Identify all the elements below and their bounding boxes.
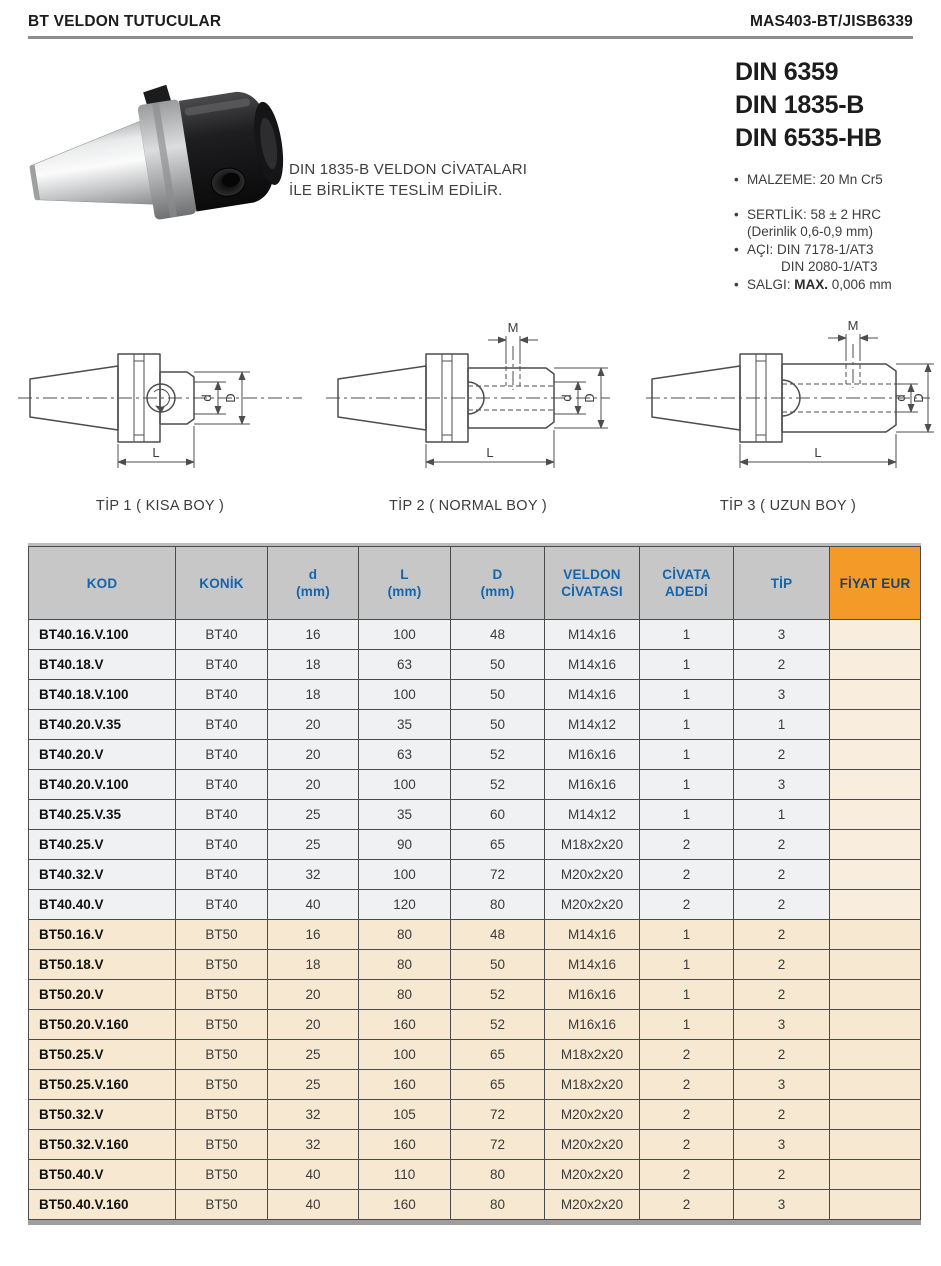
bullet-icon: •: [734, 276, 739, 292]
cell: 1: [640, 1010, 734, 1040]
cell: 1: [640, 740, 734, 770]
cell: 3: [734, 620, 830, 650]
cell-kod: BT50.16.V: [29, 920, 176, 950]
tip3-drawing: [638, 310, 938, 485]
cell: [830, 1070, 921, 1100]
din-standard-3: DIN 6535-HB: [735, 124, 882, 152]
cell: [830, 650, 921, 680]
cell-kod: BT50.32.V: [29, 1100, 176, 1130]
cell-kod: BT40.32.V: [29, 860, 176, 890]
table-row: [29, 770, 921, 800]
table-header-row: [29, 547, 921, 620]
cell: 1: [640, 800, 734, 830]
cell: 1: [640, 980, 734, 1010]
cell: 2: [640, 1160, 734, 1190]
cell: [830, 620, 921, 650]
cell: 72: [451, 1100, 545, 1130]
cell: 1: [734, 710, 830, 740]
table-row: [29, 890, 921, 920]
cell: M18x2x20: [545, 1070, 640, 1100]
cell: [830, 1040, 921, 1070]
cell: 80: [359, 920, 451, 950]
cell: [830, 680, 921, 710]
cell: 2: [734, 1160, 830, 1190]
cell: 32: [268, 860, 359, 890]
cell: 2: [734, 1100, 830, 1130]
cell: 2: [734, 980, 830, 1010]
column-header-3: L (mm): [359, 547, 451, 620]
cell: BT40: [176, 890, 268, 920]
cell: 50: [451, 950, 545, 980]
cell: 1: [640, 650, 734, 680]
svg-text:L: L: [814, 445, 822, 460]
cell: 2: [640, 860, 734, 890]
cell: 52: [451, 1010, 545, 1040]
table-row: [29, 950, 921, 980]
bullet-icon: •: [734, 206, 739, 222]
cell: 35: [359, 710, 451, 740]
cell-kod: BT40.20.V.35: [29, 710, 176, 740]
cell-kod: BT40.25.V: [29, 830, 176, 860]
cell: 3: [734, 1010, 830, 1040]
tip3-caption: TİP 3 ( UZUN BOY ): [719, 498, 857, 514]
technical-drawing-tip1: [10, 310, 310, 514]
cell-kod: BT50.25.V: [29, 1040, 176, 1070]
cell: 110: [359, 1160, 451, 1190]
table-row: [29, 800, 921, 830]
cell-kod: BT50.32.V.160: [29, 1130, 176, 1160]
cell: BT40: [176, 830, 268, 860]
cell: 63: [359, 650, 451, 680]
cell: 80: [451, 1190, 545, 1220]
svg-text:d: d: [199, 394, 214, 402]
cell: 40: [268, 1160, 359, 1190]
cell: [830, 1010, 921, 1040]
cell: 90: [359, 830, 451, 860]
cell: 20: [268, 710, 359, 740]
cell: M18x2x20: [545, 1040, 640, 1070]
column-header-7: TİP: [734, 547, 830, 620]
cell: BT40: [176, 740, 268, 770]
cell: 1: [640, 950, 734, 980]
tip1-caption: TİP 1 ( KISA BOY ): [95, 498, 225, 514]
cell: 1: [640, 920, 734, 950]
table-row: [29, 620, 921, 650]
cell: BT50: [176, 980, 268, 1010]
cell: [830, 1130, 921, 1160]
cell: [830, 770, 921, 800]
cell: 40: [268, 1190, 359, 1220]
cell: 1: [640, 680, 734, 710]
product-table-wrap: [28, 543, 921, 1225]
cell: BT50: [176, 920, 268, 950]
cell: 2: [734, 890, 830, 920]
cell: 105: [359, 1100, 451, 1130]
cell: M20x2x20: [545, 890, 640, 920]
cell: 3: [734, 680, 830, 710]
cell: M18x2x20: [545, 830, 640, 860]
cell: 2: [640, 830, 734, 860]
cell: 52: [451, 770, 545, 800]
technical-drawing-tip2: [318, 310, 618, 514]
cell: 18: [268, 950, 359, 980]
cell: [830, 1100, 921, 1130]
column-header-5: VELDON CİVATASI: [545, 547, 640, 620]
cell: 20: [268, 980, 359, 1010]
svg-text:M: M: [847, 318, 859, 333]
table-row: [29, 1100, 921, 1130]
header-rule: [28, 36, 913, 39]
cell-kod: BT50.40.V.160: [29, 1190, 176, 1220]
cell: BT40: [176, 620, 268, 650]
column-header-4: D (mm): [451, 547, 545, 620]
cell-kod: BT40.18.V: [29, 650, 176, 680]
cell: 35: [359, 800, 451, 830]
cell-kod: BT40.18.V.100: [29, 680, 176, 710]
spec-sertlik: • SERTLİK: 58 ± 2 HRC: [734, 206, 881, 222]
cell: 2: [640, 1100, 734, 1130]
cell: BT50: [176, 1070, 268, 1100]
cell: 160: [359, 1130, 451, 1160]
cell-kod: BT40.20.V: [29, 740, 176, 770]
cell: 52: [451, 980, 545, 1010]
cell: M16x16: [545, 740, 640, 770]
product-photo: [28, 62, 300, 260]
cell: 1: [640, 620, 734, 650]
cell: 2: [640, 890, 734, 920]
din-standards: [735, 56, 882, 155]
svg-text:D: D: [582, 393, 597, 403]
cell: 16: [268, 920, 359, 950]
cell: 25: [268, 800, 359, 830]
cell: M20x2x20: [545, 1100, 640, 1130]
cell: 25: [268, 830, 359, 860]
cell: [830, 830, 921, 860]
din-standard-2: DIN 1835-B: [735, 91, 864, 119]
cell: 100: [359, 1040, 451, 1070]
cell: 2: [640, 1070, 734, 1100]
cell: BT50: [176, 1130, 268, 1160]
table-row: [29, 980, 921, 1010]
cell: BT40: [176, 800, 268, 830]
cell: 2: [734, 860, 830, 890]
svg-text:D: D: [223, 393, 238, 403]
table-row: [29, 1040, 921, 1070]
table-row: [29, 1010, 921, 1040]
bullet-icon: •: [734, 241, 739, 257]
cell: 72: [451, 860, 545, 890]
cell: 32: [268, 1100, 359, 1130]
cell: BT50: [176, 1010, 268, 1040]
cell: 2: [734, 920, 830, 950]
cell: 2: [640, 1040, 734, 1070]
cell: M20x2x20: [545, 1190, 640, 1220]
cell: M16x16: [545, 770, 640, 800]
column-header-6: CİVATA ADEDİ: [640, 547, 734, 620]
cell: 2: [734, 1040, 830, 1070]
cell: M14x16: [545, 650, 640, 680]
technical-drawing-tip3: [638, 310, 938, 514]
table-row: [29, 650, 921, 680]
table-row: [29, 920, 921, 950]
svg-text:d: d: [559, 394, 574, 402]
cell-kod: BT50.20.V: [29, 980, 176, 1010]
page-title: BT VELDON TUTUCULAR: [28, 13, 222, 30]
cell: 25: [268, 1070, 359, 1100]
cell: 100: [359, 620, 451, 650]
cell: 160: [359, 1010, 451, 1040]
svg-text:L: L: [486, 445, 494, 460]
column-header-8: FİYAT EUR: [830, 547, 921, 620]
delivery-note-line1: DIN 1835-B VELDON CİVATALARI: [289, 161, 528, 178]
cell: [830, 1190, 921, 1220]
cell: 3: [734, 1130, 830, 1160]
cell: BT40: [176, 650, 268, 680]
table-row: [29, 1160, 921, 1190]
cell: [830, 710, 921, 740]
cell: M14x16: [545, 920, 640, 950]
cell: BT40: [176, 680, 268, 710]
delivery-note: [289, 159, 527, 201]
cell: BT50: [176, 1190, 268, 1220]
cell: BT50: [176, 1100, 268, 1130]
cell: 3: [734, 1190, 830, 1220]
table-row: [29, 680, 921, 710]
cell: BT40: [176, 770, 268, 800]
spec-aci-detail: DIN 2080-1/AT3: [781, 259, 878, 274]
svg-text:M: M: [507, 320, 519, 335]
spec-salgi: • SALGI: MAX. 0,006 mm: [734, 276, 892, 292]
cell: [830, 980, 921, 1010]
cell: 100: [359, 680, 451, 710]
cell: M14x16: [545, 680, 640, 710]
cell: BT40: [176, 710, 268, 740]
cell: 2: [640, 1190, 734, 1220]
tool-holder-photo: [28, 62, 300, 260]
cell: 48: [451, 620, 545, 650]
cell-kod: BT50.25.V.160: [29, 1070, 176, 1100]
column-header-0: KOD: [29, 547, 176, 620]
cell: 72: [451, 1130, 545, 1160]
tip2-drawing: [318, 310, 618, 485]
cell: 50: [451, 680, 545, 710]
cell: 16: [268, 620, 359, 650]
cell: 3: [734, 770, 830, 800]
cell: 18: [268, 680, 359, 710]
cell: [830, 860, 921, 890]
cell: 18: [268, 650, 359, 680]
cell: BT50: [176, 1040, 268, 1070]
cell: [830, 950, 921, 980]
page-standard: MAS403-BT/JISB6339: [750, 13, 913, 30]
spec-sertlik-detail: (Derinlik 0,6-0,9 mm): [747, 224, 874, 239]
cell: M20x2x20: [545, 1160, 640, 1190]
cell-kod: BT50.20.V.160: [29, 1010, 176, 1040]
cell: 100: [359, 860, 451, 890]
cell-kod: BT40.20.V.100: [29, 770, 176, 800]
cell-kod: BT40.16.V.100: [29, 620, 176, 650]
table-row: [29, 1070, 921, 1100]
cell: 63: [359, 740, 451, 770]
cell: M20x2x20: [545, 1130, 640, 1160]
table-row: [29, 830, 921, 860]
cell-kod: BT50.40.V: [29, 1160, 176, 1190]
cell: 1: [734, 800, 830, 830]
cell: 65: [451, 830, 545, 860]
cell: 120: [359, 890, 451, 920]
cell: 80: [451, 890, 545, 920]
tip1-drawing: [10, 310, 310, 485]
delivery-note-line2: İLE BİRLİKTE TESLİM EDİLİR.: [289, 182, 503, 199]
cell: [830, 920, 921, 950]
cell: 2: [734, 740, 830, 770]
cell: 20: [268, 770, 359, 800]
cell: M14x12: [545, 710, 640, 740]
spec-malzeme: • MALZEME: 20 Mn Cr5: [734, 172, 883, 187]
cell: M16x16: [545, 1010, 640, 1040]
cell: 100: [359, 770, 451, 800]
cell: [830, 800, 921, 830]
table-row: [29, 1130, 921, 1160]
table-row: [29, 740, 921, 770]
product-table: [28, 546, 921, 1220]
cell: 2: [734, 650, 830, 680]
cell: 60: [451, 800, 545, 830]
tip2-caption: TİP 2 ( NORMAL BOY ): [388, 498, 548, 514]
cell-kod: BT40.25.V.35: [29, 800, 176, 830]
cell: 2: [734, 950, 830, 980]
cell: 65: [451, 1070, 545, 1100]
table-row: [29, 1190, 921, 1220]
cell: BT50: [176, 950, 268, 980]
cell: [830, 1160, 921, 1190]
svg-text:L: L: [152, 445, 160, 460]
cell: 48: [451, 920, 545, 950]
spec-list: [734, 171, 937, 293]
cell: M20x2x20: [545, 860, 640, 890]
cell: 20: [268, 1010, 359, 1040]
column-header-1: KONİK: [176, 547, 268, 620]
table-row: [29, 860, 921, 890]
column-header-2: d (mm): [268, 547, 359, 620]
cell-kod: BT40.40.V: [29, 890, 176, 920]
cell: 50: [451, 650, 545, 680]
cell: 32: [268, 1130, 359, 1160]
cell: 65: [451, 1040, 545, 1070]
svg-text:d: d: [893, 394, 908, 402]
cell: 52: [451, 740, 545, 770]
cell: 40: [268, 890, 359, 920]
din-standard-1: DIN 6359: [735, 58, 839, 86]
cell: M14x16: [545, 620, 640, 650]
cell: BT40: [176, 860, 268, 890]
cell: 3: [734, 1070, 830, 1100]
cell: [830, 890, 921, 920]
cell: 25: [268, 1040, 359, 1070]
cell: M14x12: [545, 800, 640, 830]
cell: 1: [640, 710, 734, 740]
cell: 80: [451, 1160, 545, 1190]
cell: 160: [359, 1190, 451, 1220]
cell-kod: BT50.18.V: [29, 950, 176, 980]
cell: M14x16: [545, 950, 640, 980]
cell: [830, 740, 921, 770]
cell: BT50: [176, 1160, 268, 1190]
cell: M16x16: [545, 980, 640, 1010]
cell: 50: [451, 710, 545, 740]
cell: 160: [359, 1070, 451, 1100]
table-row: [29, 710, 921, 740]
cell: 2: [640, 1130, 734, 1160]
cell: 20: [268, 740, 359, 770]
svg-text:D: D: [911, 393, 926, 403]
bullet-icon: •: [734, 172, 739, 187]
spec-aci: • AÇI: DIN 7178-1/AT3: [734, 241, 874, 257]
cell: 2: [734, 830, 830, 860]
cell: 1: [640, 770, 734, 800]
cell: 80: [359, 950, 451, 980]
cell: 80: [359, 980, 451, 1010]
